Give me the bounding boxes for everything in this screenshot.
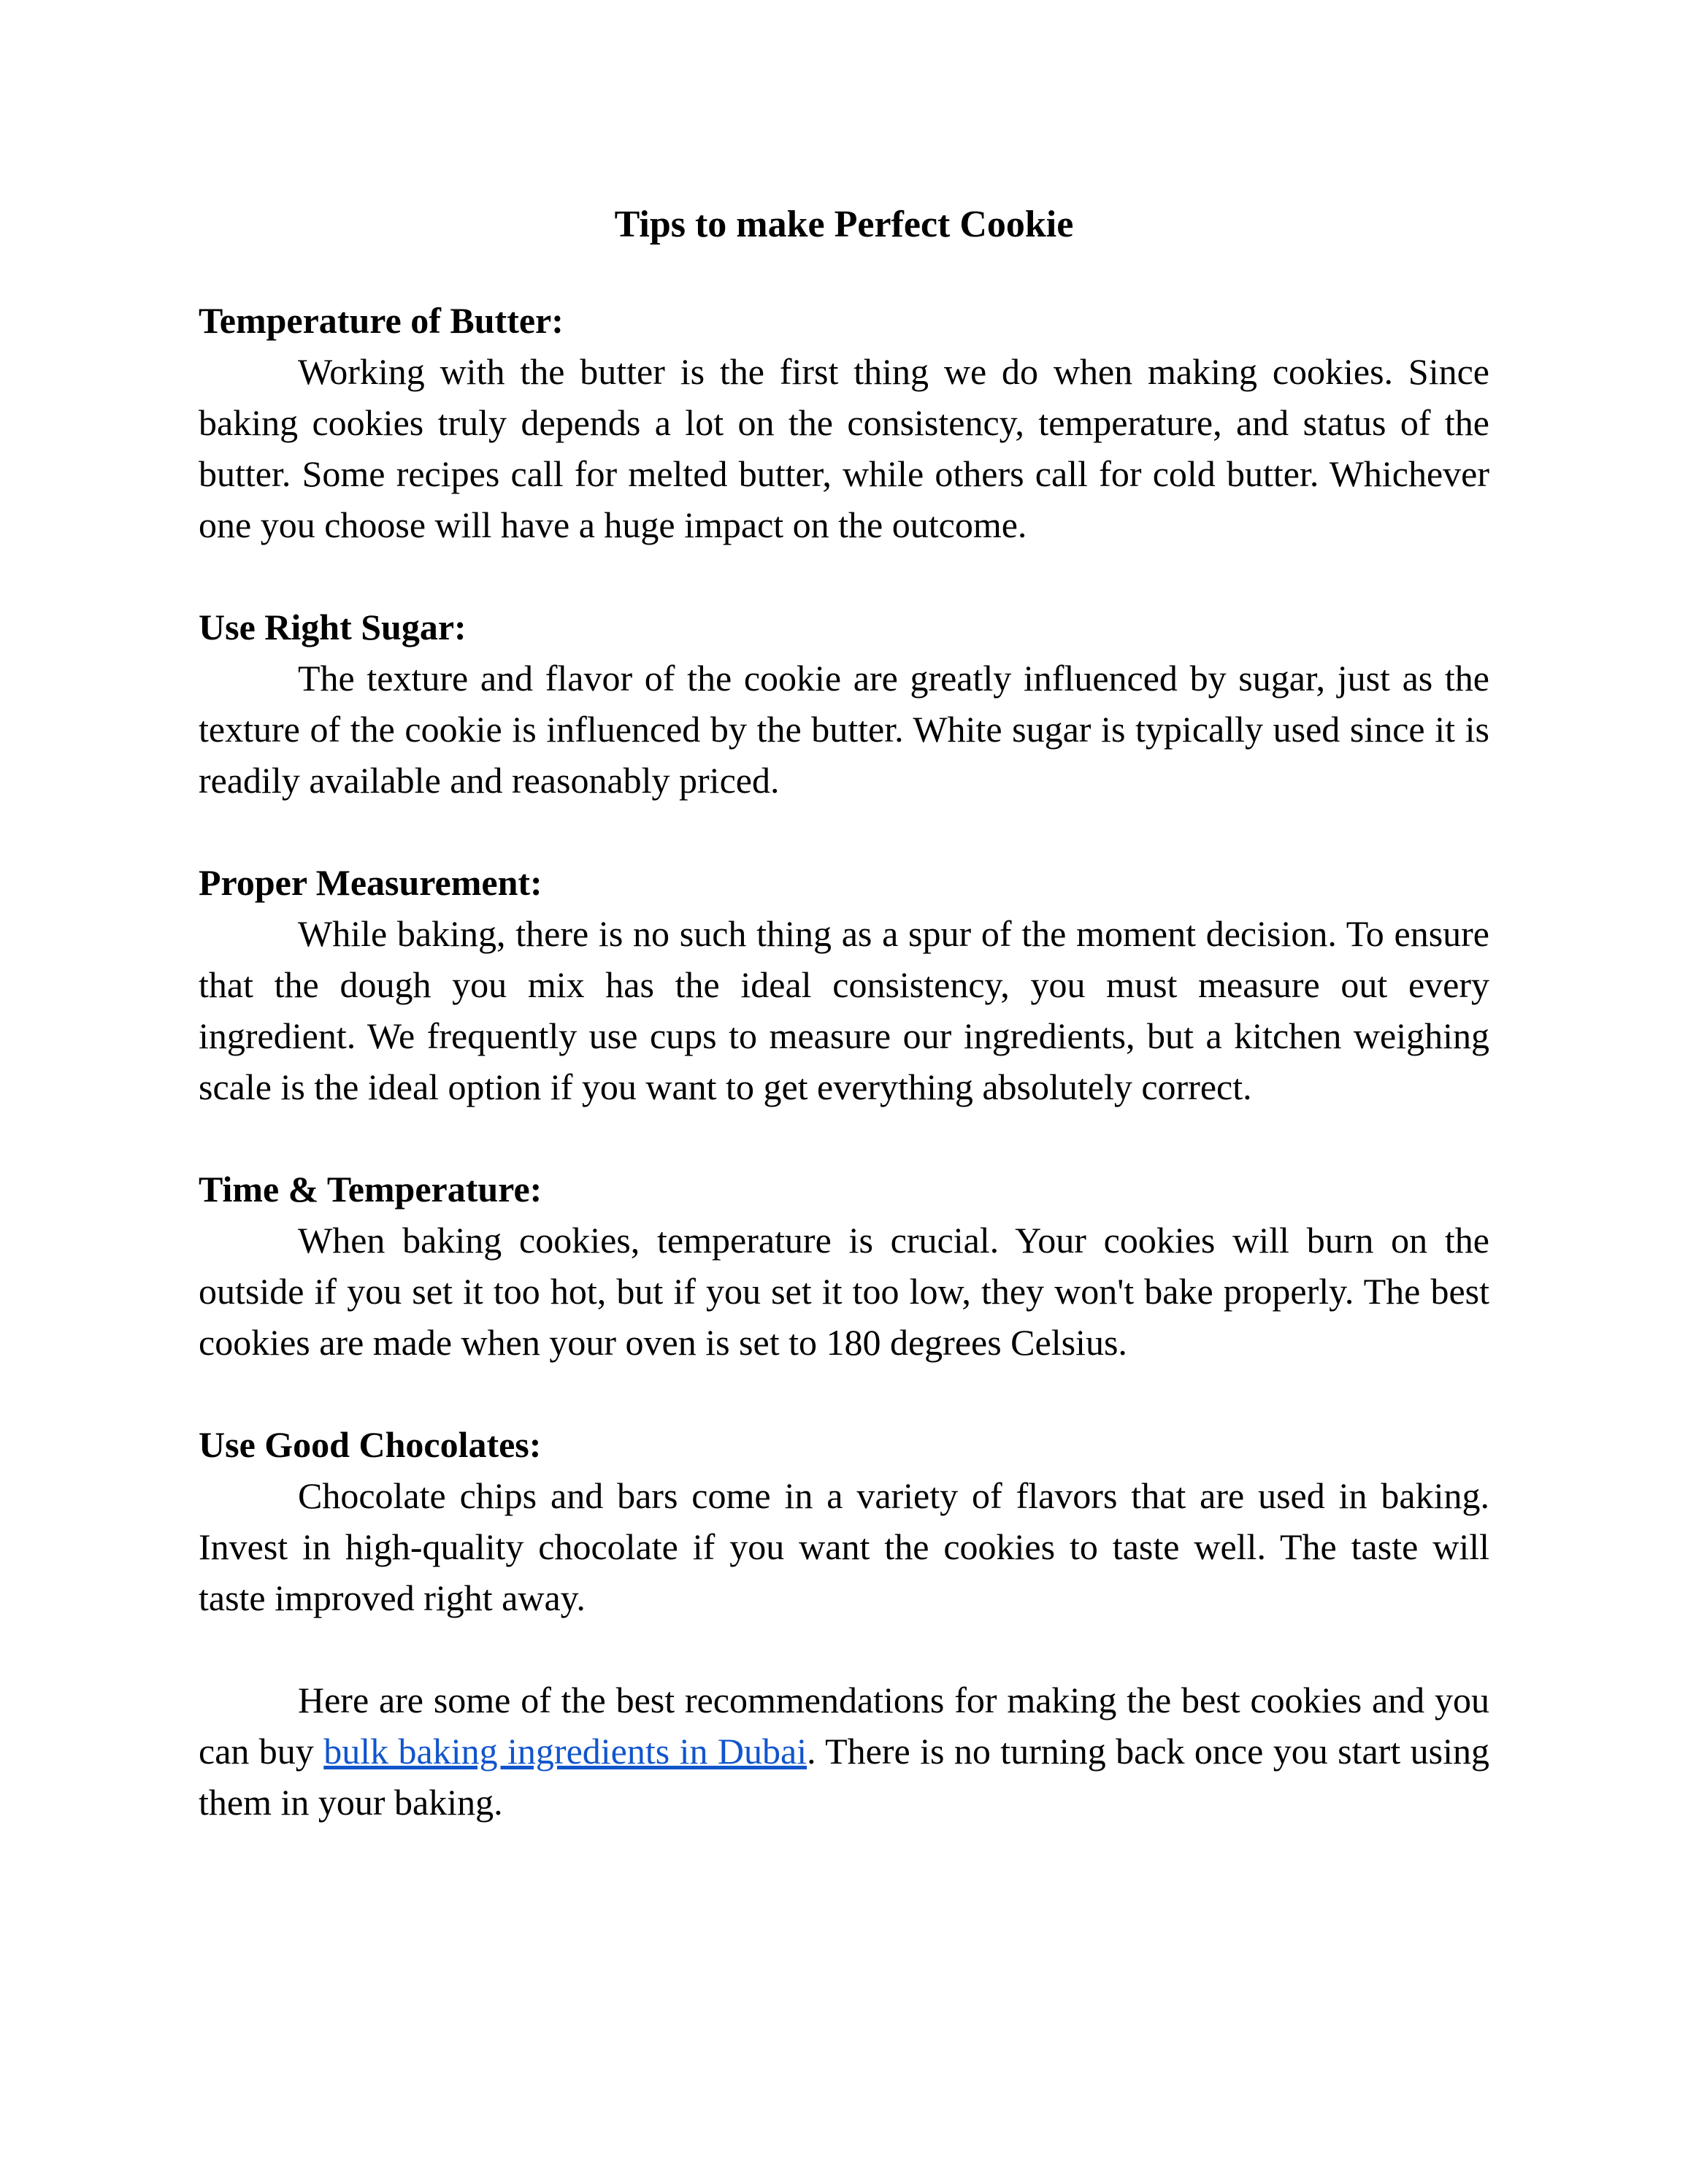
section-heading: Time & Temperature: (199, 1169, 542, 1210)
section-spacer (199, 1112, 1489, 1164)
section-proper-measurement (199, 857, 1489, 1112)
section-body: While baking, there is no such thing as a spur of the moment decision. To ensure that the dough you mix has the ideal consistency, you must measure out every ingredient. We frequently use cups to measure our ingredients, but a kitchen weighing scale is the ideal option if you want to get everything absolutely correct. (199, 913, 1489, 1107)
section-use-good-chocolates (199, 1419, 1489, 1623)
section-body: The texture and flavor of the cookie are greatly influenced by sugar, just as the texture of the cookie is influenced by the butter. White sugar is typically used since it is readily available and reasonably priced. (199, 658, 1489, 801)
section-body: Chocolate chips and bars come in a variety of flavors that are used in baking. Invest in high-quality chocolate if you want the cookies to taste well. The taste will taste improved right away. (199, 1475, 1489, 1618)
section-use-right-sugar (199, 601, 1489, 806)
section-heading: Proper Measurement: (199, 862, 542, 903)
closing-text-after-link: . There is no turning back once you start using them in your baking. (199, 1731, 1489, 1823)
document-content (199, 193, 1489, 1828)
section-spacer (199, 1623, 1489, 1674)
section-spacer (199, 1368, 1489, 1419)
closing-paragraph (199, 1674, 1489, 1828)
section-time-and-temperature (199, 1164, 1489, 1368)
document-title: Tips to make Perfect Cookie (614, 204, 1074, 245)
bulk-baking-ingredients-link[interactable]: bulk baking ingredients in Dubai (323, 1731, 807, 1772)
section-spacer (199, 806, 1489, 857)
section-body: When baking cookies, temperature is crucial. Your cookies will burn on the outside if you set it too hot, but if you set it too low, they won't bake properly. The best cookies are made when your oven is set to 180 degrees Celsius. (199, 1220, 1489, 1363)
section-temperature-of-butter (199, 295, 1489, 550)
section-body: Working with the butter is the first thing we do when making cookies. Since baking cookies truly depends a lot on the consistency, temperature, and status of the butter. Some recipes call for melted butter, while others call for cold butter. Whichever one you choose will have a huge impact on the outcome. (199, 351, 1489, 545)
section-heading: Use Right Sugar: (199, 607, 467, 647)
section-heading: Temperature of Butter: (199, 300, 564, 341)
section-spacer (199, 550, 1489, 601)
section-heading: Use Good Chocolates: (199, 1424, 542, 1465)
closing-text-before-link: Here are some of the best recommendations for making the best cookies and you can buy (199, 1680, 1489, 1772)
title-spacer (199, 257, 1489, 295)
